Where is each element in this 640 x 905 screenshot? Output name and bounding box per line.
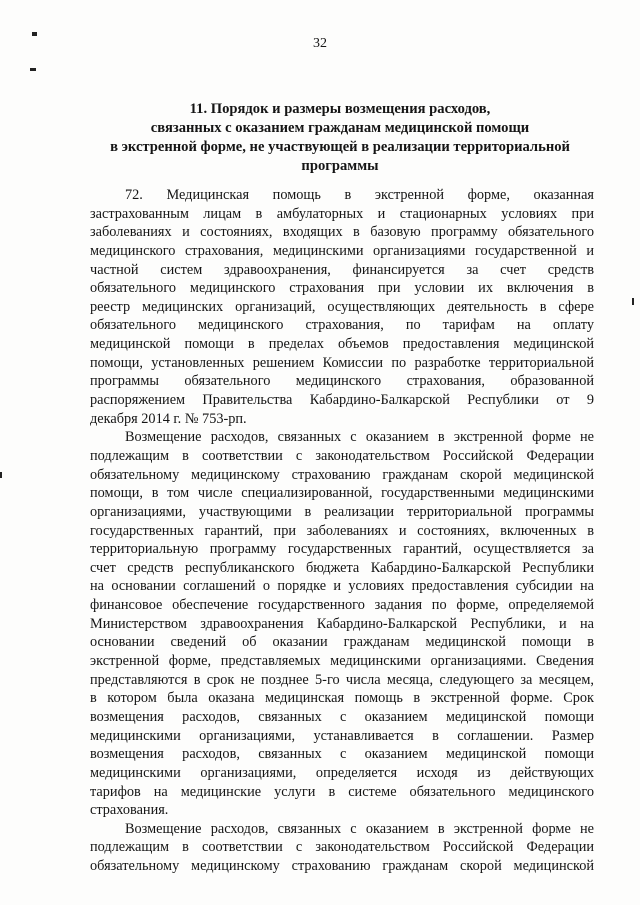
heading-line: в экстренной форме, не участвующей в реализации территориальной xyxy=(110,139,570,155)
text-line: организациями, участвующими в реализации территориальной программы xyxy=(90,503,594,520)
text-line: медицинского страхования, медицинскими организациями государственной и xyxy=(90,242,594,259)
text-line: частной систем здравоохранения, финансируется за счет средств xyxy=(90,261,594,278)
text-line: заболеваниях и состояниях, входящих в базовую программу обязательного xyxy=(90,224,594,241)
text-line: территориальную программу государственных гарантий, осуществляется за xyxy=(90,541,594,558)
text-line: Возмещение расходов, связанных с оказанием в экстренной форме не xyxy=(125,429,594,446)
text-line: подлежащим в соответствии с законодательством Российской Федерации xyxy=(90,447,594,464)
text-line: медицинскими организациями, устанавливается в соглашении. Размер xyxy=(90,727,594,744)
heading-line: программы xyxy=(301,158,379,174)
text-line: государственных гарантий, при заболеваниях и состояниях, включенных в xyxy=(90,522,594,539)
scan-mark-left xyxy=(0,472,2,478)
text-line: в котором была оказана медицинская помощь в экстренной форме. Срок xyxy=(90,690,594,707)
text-line: подлежащим в соответствии с законодательством Российской Федерации xyxy=(90,839,594,856)
text-line: помощи, установленных решением Комиссии по разработке территориальной xyxy=(90,354,594,371)
text-line: страхования. xyxy=(90,802,169,819)
text-line: Возмещение расходов, связанных с оказанием в экстренной форме не xyxy=(125,820,594,837)
text-line: на основании соглашений о порядке и условиях предоставления субсидии на xyxy=(90,578,594,595)
text-line: тарифов на медицинские услуги в системе обязательного медицинского xyxy=(90,783,594,800)
text-line: счет средств республиканского бюджета Кабардино-Балкарской Республики xyxy=(90,559,594,576)
text-line: возмещения расходов, связанных с оказанием медицинской помощи xyxy=(90,746,594,763)
text-line: распоряжением Правительства Кабардино-Балкарской Республики от 9 xyxy=(90,392,594,409)
text-line: возмещения расходов, связанных с оказанием медицинской помощи xyxy=(90,708,594,725)
text-line: декабря 2014 г. № 753-рп. xyxy=(90,410,247,427)
scan-mark-top-left-2 xyxy=(30,68,36,71)
section-heading xyxy=(90,100,590,176)
paragraph xyxy=(90,428,594,819)
paragraph xyxy=(90,820,594,876)
paragraph xyxy=(90,186,594,428)
text-line: представляются в срок не позднее 5-го числа месяца, следующего за месяцем, xyxy=(90,671,594,688)
text-line: Министерством здравоохранения Кабардино-Балкарской Республики, и на xyxy=(90,615,594,632)
text-line: обязательного медицинского страхования, по тарифам на оплату xyxy=(90,317,594,334)
text-line: реестр медицинских организаций, осуществляющих деятельность в сфере xyxy=(90,298,594,315)
text-line: помощи, в том числе специализированной, государственными медицинскими xyxy=(90,485,594,502)
text-line: программы обязательного медицинского страхования, образованной xyxy=(90,373,594,390)
text-line: основании сведений об оказании гражданам медицинской помощи в xyxy=(90,634,594,651)
heading-line: связанных с оказанием гражданам медицинской помощи xyxy=(150,120,530,136)
text-line: экстренной форме, представляемых медицинскими организациями. Сведения xyxy=(90,653,594,670)
text-line: обязательному медицинскому страхованию гражданам скорой медицинской xyxy=(90,466,594,483)
scan-mark-right xyxy=(632,298,634,305)
text-line: финансовое обеспечение государственного задания по форме, определяемой xyxy=(90,597,594,614)
text-line: обязательному медицинскому страхованию гражданам скорой медицинской xyxy=(90,858,594,875)
text-line: медицинскими организациями, определяется исходя из действующих xyxy=(90,764,594,781)
text-line: 72. Медицинская помощь в экстренной форме, оказанная xyxy=(125,187,594,203)
heading-line: 11. Порядок и размеры возмещения расходов, xyxy=(189,101,491,117)
page-number: 32 xyxy=(313,36,327,51)
text-line: медицинской помощи в пределах объемов предоставления медицинской xyxy=(90,336,594,353)
text-line: обязательного медицинского страхования при условии их включения в xyxy=(90,280,594,297)
body-text xyxy=(90,186,594,876)
text-line: застрахованным лицам в амбулаторных и стационарных условиях при xyxy=(90,205,594,222)
